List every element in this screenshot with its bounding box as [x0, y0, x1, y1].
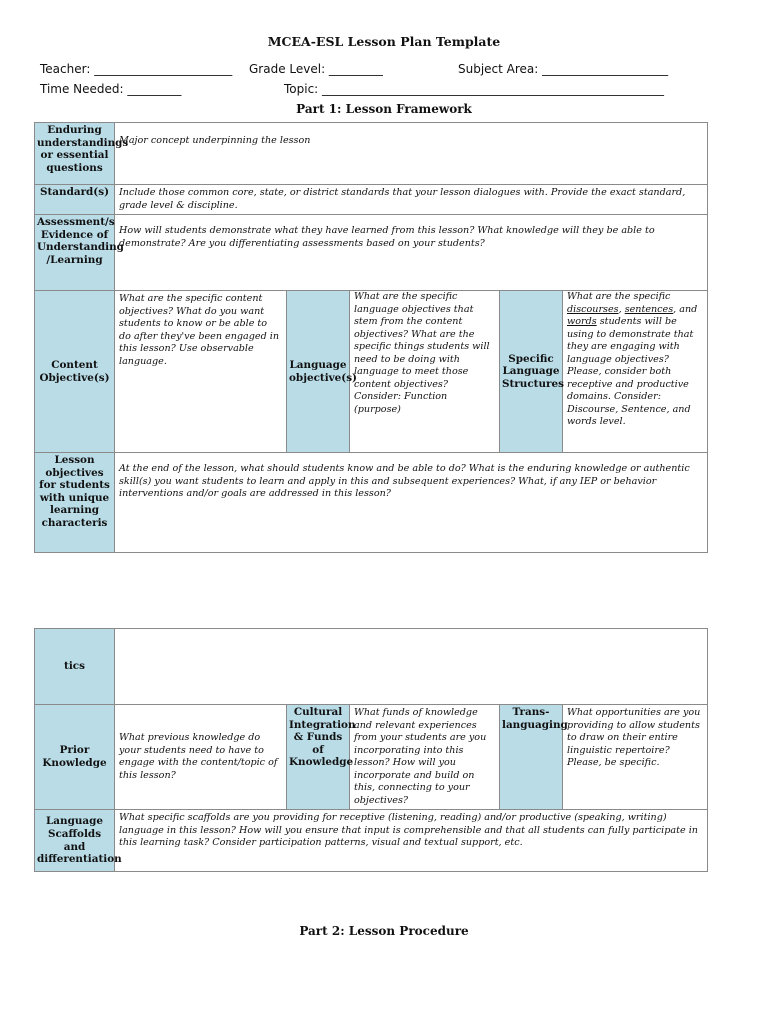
language-scaffolds-label: Language Scaffolds and differentiation [35, 810, 115, 872]
table-row [35, 629, 708, 705]
cultural-integration-label: Cultural Integration & Funds of Knowledge [287, 705, 350, 810]
grade-level-field[interactable]: Grade Level: _________ [249, 62, 383, 76]
words-term: words [567, 316, 597, 327]
table-row [35, 123, 708, 185]
time-needed-field[interactable]: Time Needed: _________ [40, 82, 182, 96]
document-title: MCEA-ESL Lesson Plan Template [267, 34, 501, 49]
language-scaffolds-cell[interactable]: What specific scaffolds are you providing for receptive (listening, reading) and/or productive (speaking, writing) language in this lesson? How will you ensure that input is comprehensible and that all students can fully participate in this learning task? Consider participation patterns, visual and textual support, etc. [115, 810, 708, 872]
table-row [35, 215, 708, 291]
content-objectives-cell[interactable]: What are the specific content objectives? What do you want students to know or be able to do after they've been engaged in this lesson? Use observable language. [115, 291, 287, 453]
enduring-understandings-label: Enduring understandings or essential questions [35, 123, 115, 185]
structures-text: What are the specific [567, 291, 671, 302]
part1-heading: Part 1: Lesson Framework [296, 102, 472, 116]
language-objectives-cell[interactable]: What are the specific language objectives that stem from the content objectives? What are the specific things students will need to be doing with language to meet those content objectives? Consider: Function (purpose) [350, 291, 500, 453]
part2-heading: Part 2: Lesson Procedure [299, 924, 469, 938]
table-row [35, 453, 708, 553]
teacher-field[interactable]: Teacher: _______________________ [40, 62, 233, 76]
enduring-understandings-cell[interactable]: Major concept underpinning the lesson [115, 123, 708, 185]
sentences-term: sentences [624, 303, 674, 315]
translanguaging-cell[interactable]: What opportunities are you providing to allow students to draw on their entire linguistic repertoire? Please, be specific. [563, 705, 708, 810]
topic-field[interactable]: Topic: _________________________________________________________ [284, 82, 665, 96]
tics-cell[interactable] [115, 629, 708, 705]
language-structures-cell[interactable] [563, 291, 708, 453]
language-structures-label: Specific Language Structures [500, 291, 563, 453]
prior-knowledge-cell[interactable]: What previous knowledge do your students need to have to engage with the content/topic of this lesson? [115, 705, 287, 810]
structures-text: students will be using to demonstrate that they are engaging with language objectives? Please, consider both receptive and productive domains. Consider: Discourse, Sentence, and words level. [567, 316, 694, 427]
language-objectives-label: Language objective(s) [287, 291, 350, 453]
table-row [35, 291, 708, 453]
prior-knowledge-label: Prior Knowledge [35, 705, 115, 810]
separator: , [618, 303, 625, 315]
table-row [35, 810, 708, 872]
lesson-framework-table-continued [34, 628, 708, 872]
assessment-cell[interactable]: How will students demonstrate what they have learned from this lesson? What knowledge will they be able to demonstrate? Are you differentiating assessments based on your students? [115, 215, 708, 291]
standards-cell[interactable]: Include those common core, state, or district standards that your lesson dialogues with. Provide the exact standard, grade level & discipline. [115, 185, 708, 215]
table-row [35, 705, 708, 810]
table-row [35, 185, 708, 215]
lesson-objectives-label: Lesson objectives for students with unique learning characteris [35, 453, 115, 553]
tics-label: tics [35, 629, 115, 705]
translanguaging-label: Trans-languaging [500, 705, 563, 810]
lesson-framework-table [34, 122, 708, 553]
separator: , and [673, 303, 698, 315]
subject-area-field[interactable]: Subject Area: _____________________ [458, 62, 669, 76]
assessment-label: Assessment/s Evidence of Understanding /Learning [35, 215, 115, 291]
lesson-objectives-cell[interactable]: At the end of the lesson, what should students know and be able to do? What is the enduring knowledge or authentic skill(s) you want students to learn and apply in this and subsequent experiences? What, if any IEP or behavior interventions and/or goals are addressed in this lesson? [115, 453, 708, 553]
discourses-term: discourses [567, 303, 619, 315]
standards-label: Standard(s) [35, 185, 115, 215]
content-objectives-label: Content Objective(s) [35, 291, 115, 453]
cultural-integration-cell[interactable]: What funds of knowledge and relevant experiences from your students are you incorporating into this lesson? How will you incorporate and build on this, connecting to your objectives? [350, 705, 500, 810]
